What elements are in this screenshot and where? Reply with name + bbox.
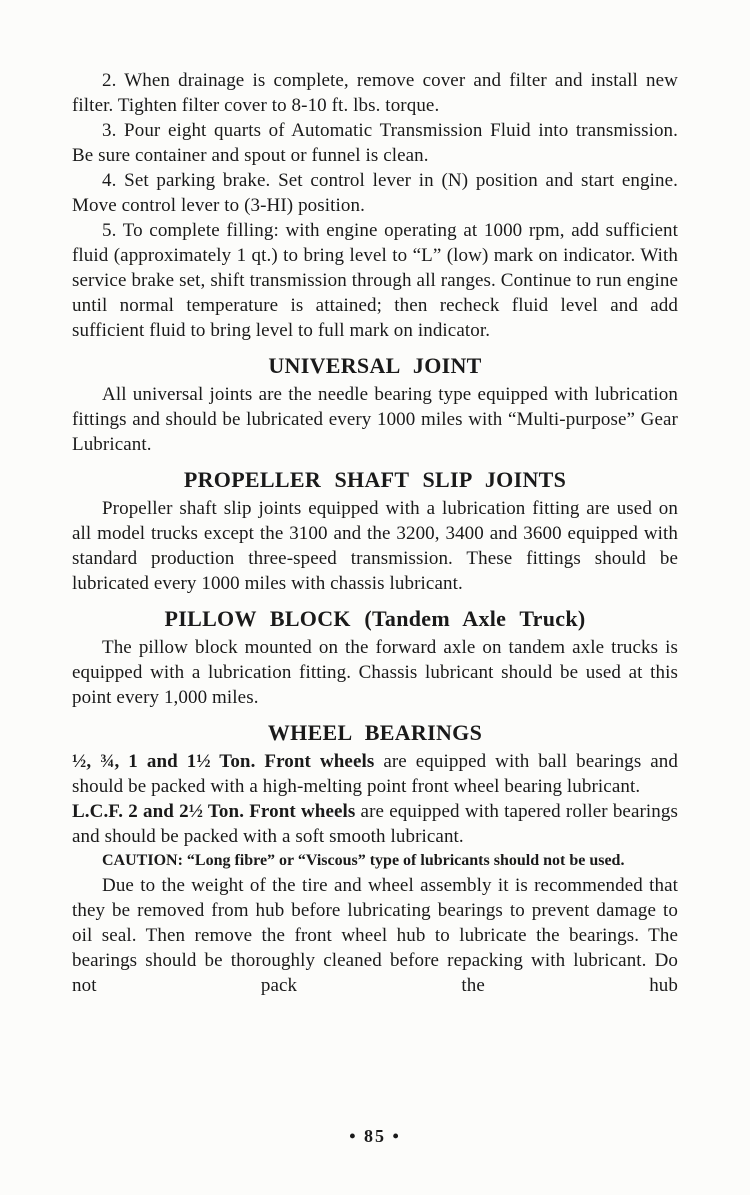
light-duty-lead: ½, ¾, 1 and 1½ Ton. Front wheels bbox=[72, 751, 375, 772]
lcf-rest: are equipped with tapered roller bearings and should be packed with a soft smooth lubricant. bbox=[72, 801, 678, 847]
step-3-paragraph: 3. Pour eight quarts of Automatic Transmission Fluid into transmission. Be sure container and spout or funnel is clean. bbox=[72, 120, 678, 166]
propeller-shaft-heading: PROPELLER SHAFT SLIP JOINTS bbox=[183, 467, 567, 492]
page-number: • 85 • bbox=[349, 1126, 401, 1146]
universal-joint-heading: UNIVERSAL JOINT bbox=[268, 353, 482, 378]
pillow-block-paragraph: The pillow block mounted on the forward axle on tandem axle trucks is equipped with a lubrication fitting. Chassis lubricant should be used at this point every 1,000 miles. bbox=[72, 637, 678, 708]
lcf-lead: L.C.F. 2 and 2½ Ton. Front wheels bbox=[72, 801, 356, 822]
caution-note: CAUTION: “Long fibre” or “Viscous” type of lubricants should not be used. bbox=[102, 852, 625, 869]
step-4-paragraph: 4. Set parking brake. Set control lever in (N) position and start engine. Move control lever to (3-HI) position. bbox=[72, 170, 678, 216]
lcf-wheel-paragraph bbox=[72, 799, 678, 849]
light-duty-wheel-paragraph bbox=[72, 749, 678, 799]
hub-lubrication-paragraph: Due to the weight of the tire and wheel assembly it is recommended that they be removed from hub before lubricating bearings to prevent damage to oil seal. Then remove the front wheel hub to lubricate the bearings. The bearings should be thoroughly cleaned before repacking with lubricant. Do not pack the hub bbox=[72, 875, 678, 996]
propeller-shaft-paragraph: Propeller shaft slip joints equipped with a lubrication fitting are used on all model trucks except the 3100 and the 3200, 3400 and 3600 equipped with standard production three-speed transmission. These fittings should be lubricated every 1000 miles with chassis lubricant. bbox=[72, 498, 678, 594]
wheel-bearings-heading: WHEEL BEARINGS bbox=[267, 720, 483, 745]
step-2-paragraph: 2. When drainage is complete, remove cover and filter and install new filter. Tighten filter cover to 8-10 ft. lbs. torque. bbox=[72, 70, 678, 116]
pillow-block-heading: PILLOW BLOCK (Tandem Axle Truck) bbox=[164, 606, 586, 631]
universal-joint-paragraph: All universal joints are the needle bearing type equipped with lubrication fittings and should be lubricated every 1000 miles with “Multi-purpose” Gear Lubricant. bbox=[72, 384, 678, 455]
step-5-paragraph: 5. To complete filling: with engine operating at 1000 rpm, add sufficient fluid (approximately 1 qt.) to bring level to “L” (low) mark on indicator. With service brake set, shift transmission through all ranges. Continue to run engine until normal temperature is attained; then recheck fluid level and add sufficient fluid to bring level to full mark on indicator. bbox=[72, 220, 678, 341]
light-duty-rest: are equipped with ball bearings and should be packed with a high-melting point front wheel bearing lubricant. bbox=[72, 751, 678, 797]
